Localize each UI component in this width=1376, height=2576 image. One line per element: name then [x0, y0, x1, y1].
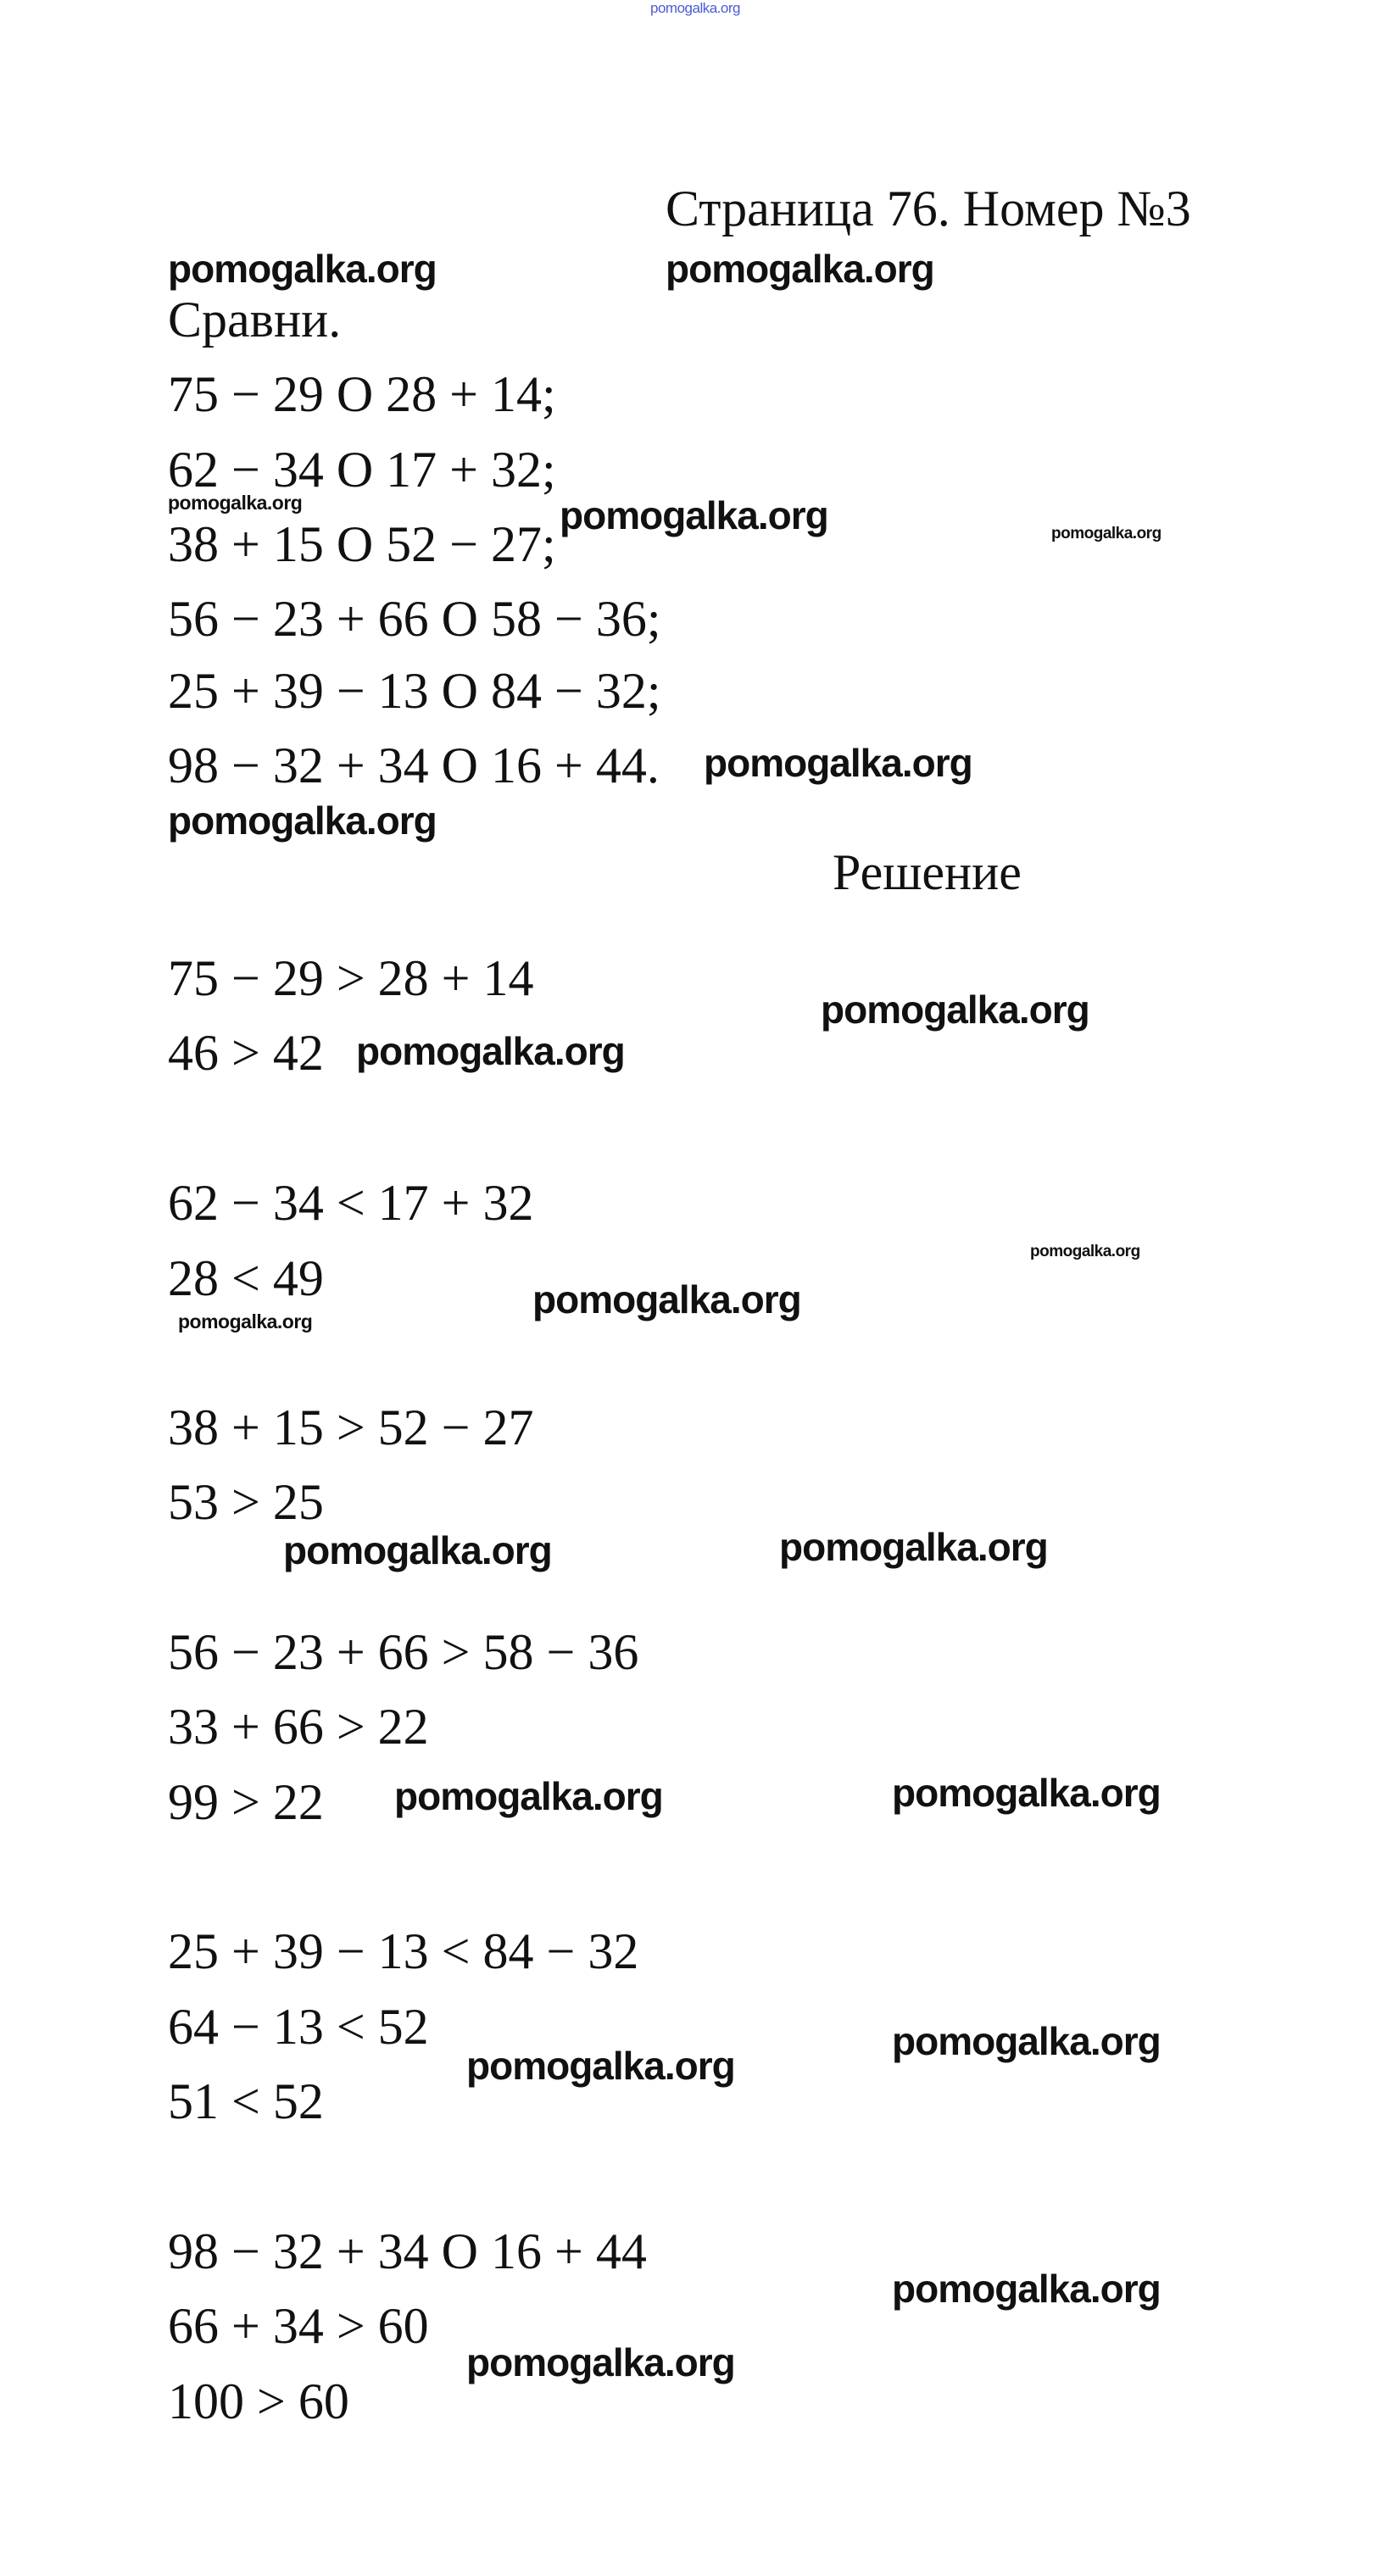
watermark: pomogalka.org [892, 2019, 1161, 2063]
watermark: pomogalka.org [466, 2340, 735, 2384]
task-line: 75 − 29 O 28 + 14; [168, 366, 556, 422]
task-line: 25 + 39 − 13 O 84 − 32; [168, 663, 661, 719]
watermark: pomogalka.org [892, 2267, 1161, 2311]
solution-line: 66 + 34 > 60 [168, 2298, 429, 2354]
solution-line: 25 + 39 − 13 < 84 − 32 [168, 1923, 639, 1979]
task-line: 56 − 23 + 66 O 58 − 36; [168, 591, 661, 647]
solution-line: 46 > 42 [168, 1025, 324, 1081]
solution-line: 100 > 60 [168, 2373, 349, 2429]
task-line: 62 − 34 O 17 + 32; [168, 442, 556, 498]
solution-line: 99 > 22 [168, 1774, 324, 1830]
watermark: pomogalka.org [356, 1029, 625, 1073]
watermark: pomogalka.org [168, 492, 303, 514]
watermark: pomogalka.org [466, 2044, 735, 2088]
solution-line: 64 − 13 < 52 [168, 1999, 429, 2055]
solution-line: 28 < 49 [168, 1250, 324, 1306]
task-line: 98 − 32 + 34 O 16 + 44. [168, 737, 660, 793]
watermark: pomogalka.org [168, 798, 437, 843]
header-watermark[interactable]: pomogalka.org [650, 0, 740, 16]
solution-line: 56 − 23 + 66 > 58 − 36 [168, 1624, 639, 1680]
watermark: pomogalka.org [394, 1774, 663, 1818]
watermark: pomogalka.org [1030, 1243, 1140, 1260]
watermark: pomogalka.org [178, 1310, 313, 1333]
solution-line: 33 + 66 > 22 [168, 1699, 429, 1755]
watermark: pomogalka.org [821, 988, 1089, 1032]
task-line: 38 + 15 O 52 − 27; [168, 516, 556, 572]
watermark: pomogalka.org [532, 1277, 801, 1321]
watermark: pomogalka.org [892, 1771, 1161, 1815]
solution-line: 53 > 25 [168, 1474, 324, 1530]
solution-line: 51 < 52 [168, 2073, 324, 2129]
watermark: pomogalka.org [168, 247, 437, 291]
solution-line: 38 + 15 > 52 − 27 [168, 1399, 534, 1455]
watermark: pomogalka.org [666, 247, 934, 291]
watermark: pomogalka.org [704, 741, 972, 785]
solution-line: 75 − 29 > 28 + 14 [168, 950, 534, 1006]
watermark: pomogalka.org [1051, 525, 1162, 542]
solution-line: 98 − 32 + 34 O 16 + 44 [168, 2223, 647, 2279]
watermark: pomogalka.org [560, 493, 828, 537]
solution-heading: Решение [833, 844, 1022, 900]
page-title: Страница 76. Номер №3 [666, 181, 1191, 236]
solution-line: 62 − 34 < 17 + 32 [168, 1175, 534, 1231]
watermark: pomogalka.org [779, 1525, 1048, 1569]
watermark: pomogalka.org [283, 1528, 552, 1572]
task-instruction: Сравни. [168, 292, 342, 348]
